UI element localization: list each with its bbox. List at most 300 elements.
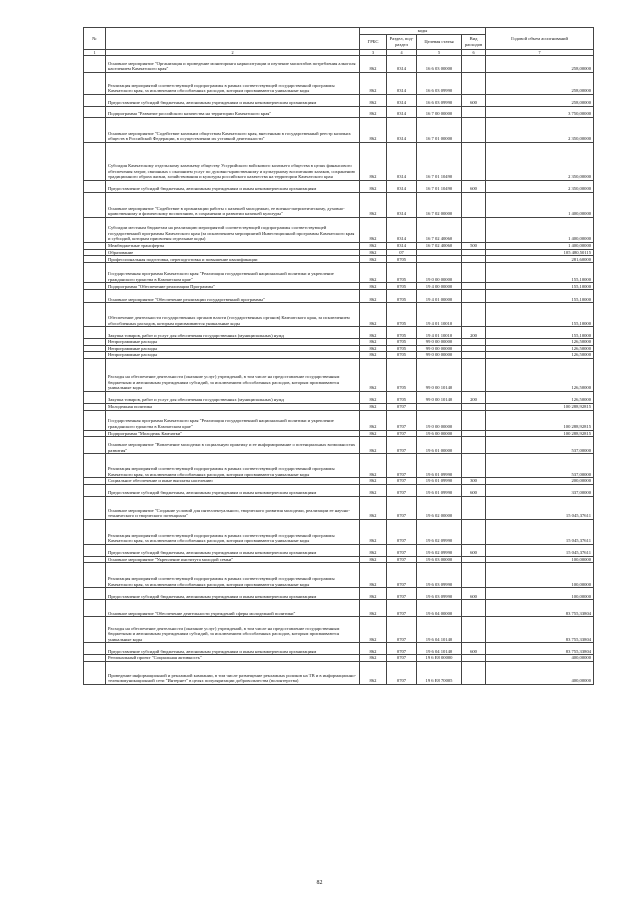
row-number-cell xyxy=(84,478,106,485)
row-vr-cell xyxy=(462,118,486,143)
row-name-cell: Реализация мероприятий соответствующей подпрограммы в рамках соответствующей государственной программы Камчатского края, за исключением обособленных расходов, которым присваиваются уникальные коды xyxy=(106,73,360,95)
row-sum-cell: 1 400,00000 xyxy=(486,218,594,243)
row-rz-cell: 0707 xyxy=(387,617,417,643)
row-rz-cell: 0707 xyxy=(387,430,417,437)
table-row xyxy=(84,358,594,391)
row-number-cell xyxy=(84,655,106,662)
row-name-cell: Профессиональная подготовка, переподготовка и повышение квалификации xyxy=(106,256,360,263)
row-number-cell xyxy=(84,391,106,403)
row-cs-cell xyxy=(417,403,462,410)
row-number-cell xyxy=(84,588,106,600)
row-cs-cell: 19 6 01 00000 xyxy=(417,437,462,454)
row-vr-cell xyxy=(462,73,486,95)
row-number-cell xyxy=(84,403,106,410)
table-row xyxy=(84,655,594,662)
row-grbs-cell: 862 xyxy=(360,256,387,263)
row-grbs-cell: 862 xyxy=(360,410,387,430)
row-grbs-cell: 862 xyxy=(360,95,387,107)
row-vr-cell xyxy=(462,358,486,391)
table-row xyxy=(84,73,594,95)
table-row xyxy=(84,107,594,118)
row-number-cell xyxy=(84,327,106,339)
row-number-cell xyxy=(84,283,106,290)
row-vr-cell: 300 xyxy=(462,478,486,485)
row-grbs-cell: 862 xyxy=(360,290,387,303)
header-name xyxy=(106,28,360,50)
row-sum-cell: 258,00000 xyxy=(486,56,594,73)
row-rz-cell: 0707 xyxy=(387,496,417,519)
row-number-cell xyxy=(84,243,106,250)
row-name-cell: Обеспечение деятельности государственных органов власти (государственных органов) Камчатского края, за исключением обособленных расходов, которым присваиваются уникальные коды xyxy=(106,303,360,327)
row-sum-cell: 200,00000 xyxy=(486,478,594,485)
header-celevaya: Целевая статья xyxy=(417,35,462,50)
row-cs-cell xyxy=(417,256,462,263)
row-grbs-cell: 862 xyxy=(360,283,387,290)
row-grbs-cell: 862 xyxy=(360,643,387,655)
row-sum-cell: 126,50000 xyxy=(486,339,594,346)
row-rz-cell: 0314 xyxy=(387,218,417,243)
row-vr-cell xyxy=(462,430,486,437)
row-vr-cell: 500 xyxy=(462,243,486,250)
row-cs-cell: 19 6 04 10140 xyxy=(417,617,462,643)
row-sum-cell: 126,50000 xyxy=(486,352,594,359)
row-name-cell: Непрограммные расходы xyxy=(106,352,360,359)
row-sum-cell: 155,10000 xyxy=(486,290,594,303)
row-grbs-cell: 862 xyxy=(360,107,387,118)
row-cs-cell: 99 0 00 00000 xyxy=(417,339,462,346)
row-rz-cell: 0707 xyxy=(387,519,417,544)
row-number-cell xyxy=(84,107,106,118)
col-num-1: 1 xyxy=(84,50,106,56)
row-grbs-cell: 862 xyxy=(360,655,387,662)
row-name-cell: Образование xyxy=(106,249,360,256)
row-name-cell: Реализация мероприятий соответствующей подпрограммы в рамках соответствующей государственной программы Камчатского края, за исключением обособленных расходов, которым присваиваются уникальные коды xyxy=(106,519,360,544)
header-codes: коды xyxy=(360,28,486,35)
row-cs-cell: 99 0 00 10140 xyxy=(417,358,462,391)
row-cs-cell: 16 7 01 10490 xyxy=(417,143,462,181)
row-rz-cell: 0705 xyxy=(387,303,417,327)
row-sum-cell: 100,00000 xyxy=(486,563,594,588)
table-row xyxy=(84,643,594,655)
row-cs-cell: 16 7 01 10490 xyxy=(417,181,462,193)
row-sum-cell: 100,00000 xyxy=(486,556,594,563)
row-name-cell: Региональный проект "Социальная активность" xyxy=(106,655,360,662)
row-number-cell xyxy=(84,303,106,327)
row-vr-cell: 600 xyxy=(462,544,486,556)
row-rz-cell: 0707 xyxy=(387,410,417,430)
table-body xyxy=(84,56,594,685)
row-name-cell: Основное мероприятие "Вовлечение молодежи в социальную практику и ее информирование о потенциальных возможностях развития" xyxy=(106,437,360,454)
row-sum-cell: 83 755,33804 xyxy=(486,600,594,617)
row-vr-cell xyxy=(462,352,486,359)
row-number-cell xyxy=(84,339,106,346)
row-name-cell: Предоставление субсидий бюджетным, автономным учреждениям и иным некоммерческим организациям xyxy=(106,588,360,600)
table-row xyxy=(84,454,594,478)
row-number-cell xyxy=(84,256,106,263)
row-name-cell: Основное мероприятие "Обеспечение реализации государственной программы" xyxy=(106,290,360,303)
row-grbs-cell: 862 xyxy=(360,478,387,485)
row-name-cell: Подпрограмма "Развитие российского казачества на территории Камчатского края" xyxy=(106,107,360,118)
row-sum-cell: 126,50000 xyxy=(486,358,594,391)
row-rz-cell: 0707 xyxy=(387,600,417,617)
table-row xyxy=(84,339,594,346)
row-sum-cell: 337,00000 xyxy=(486,484,594,496)
row-vr-cell xyxy=(462,283,486,290)
row-number-cell xyxy=(84,600,106,617)
row-sum-cell: 1 400,00000 xyxy=(486,193,594,218)
row-vr-cell xyxy=(462,107,486,118)
row-name-cell: Расходы на обеспечение деятельности (оказание услуг) учреждений, в том числе на предоставление государственным бюджетным и автономным учреждениям субсидий, за исключением обособленных расходов, которым присваиваются уникальные коды xyxy=(106,617,360,643)
row-vr-cell xyxy=(462,556,486,563)
row-grbs-cell: 862 xyxy=(360,617,387,643)
row-name-cell: Предоставление субсидий бюджетным, автономным учреждениям и иным некоммерческим организациям xyxy=(106,643,360,655)
row-sum-cell: 105 480,50115 xyxy=(486,249,594,256)
row-number-cell xyxy=(84,661,106,684)
row-number-cell xyxy=(84,193,106,218)
table-row xyxy=(84,118,594,143)
row-grbs-cell: 862 xyxy=(360,327,387,339)
row-name-cell: Основное мероприятие "Обеспечение деятельности учреждений сферы молодежной политики" xyxy=(106,600,360,617)
table-row xyxy=(84,352,594,359)
row-rz-cell: 0707 xyxy=(387,437,417,454)
row-grbs-cell: 862 xyxy=(360,73,387,95)
row-rz-cell: 0314 xyxy=(387,107,417,118)
budget-table xyxy=(83,27,594,685)
row-cs-cell: 19 6 02 00000 xyxy=(417,496,462,519)
table-row xyxy=(84,218,594,243)
col-num-4: 4 xyxy=(387,50,417,56)
row-rz-cell: 0314 xyxy=(387,143,417,181)
row-number-cell xyxy=(84,519,106,544)
row-grbs-cell: 862 xyxy=(360,339,387,346)
row-cs-cell: 19 0 00 00000 xyxy=(417,263,462,283)
row-name-cell: Подпрограмма "Обеспечение реализации Программы" xyxy=(106,283,360,290)
table-row xyxy=(84,617,594,643)
row-name-cell: Реализация мероприятий соответствующей подпрограммы в рамках соответствующей государственной программы Камчатского края, за исключением обособленных расходов, которым присваиваются уникальные коды xyxy=(106,454,360,478)
row-name-cell: Основное мероприятие "Укрепление института молодой семьи" xyxy=(106,556,360,563)
row-rz-cell: 0314 xyxy=(387,181,417,193)
row-name-cell: Основное мероприятие "Содействие казачьим обществам Камчатского края, внесенным в государственный реестр казачьих обществ в Российской Федерации, в осуществлении их уставной деятельности" xyxy=(106,118,360,143)
row-cs-cell: 19 6 04 10140 xyxy=(417,643,462,655)
row-vr-cell: 600 xyxy=(462,484,486,496)
row-cs-cell: 16 7 02 00000 xyxy=(417,193,462,218)
row-name-cell: Межбюджетные трансферты xyxy=(106,243,360,250)
row-vr-cell xyxy=(462,263,486,283)
row-name-cell: Подпрограмма "Молодежь Камчатки" xyxy=(106,430,360,437)
row-rz-cell: 0707 xyxy=(387,484,417,496)
row-cs-cell: 19 6 03 00000 xyxy=(417,556,462,563)
row-grbs-cell: 862 xyxy=(360,437,387,454)
row-rz-cell: 0705 xyxy=(387,339,417,346)
row-sum-cell: 83 755,33804 xyxy=(486,617,594,643)
row-grbs-cell: 862 xyxy=(360,519,387,544)
row-cs-cell: 19 6 01 09990 xyxy=(417,454,462,478)
table-row xyxy=(84,403,594,410)
table-row xyxy=(84,290,594,303)
table-row xyxy=(84,283,594,290)
col-num-7: 7 xyxy=(486,50,594,56)
row-rz-cell: 0314 xyxy=(387,56,417,73)
table-row xyxy=(84,327,594,339)
row-cs-cell: 16 6 03 09990 xyxy=(417,95,462,107)
col-num-2: 2 xyxy=(106,50,360,56)
row-sum-cell: 2 350,00000 xyxy=(486,143,594,181)
row-cs-cell: 16 7 02 40060 xyxy=(417,243,462,250)
row-rz-cell: 0705 xyxy=(387,345,417,352)
table-row xyxy=(84,391,594,403)
row-rz-cell: 07 xyxy=(387,249,417,256)
row-name-cell: Основное мероприятие "Организация и проведение мониторинга наркоситуации и изучение масштабов потребления алкоголя населением Камчатского края" xyxy=(106,56,360,73)
row-cs-cell: 16 7 01 00000 xyxy=(417,118,462,143)
row-name-cell: Закупка товаров, работ и услуг для обеспечения государственных (муниципальных) нужд xyxy=(106,327,360,339)
row-grbs-cell: 862 xyxy=(360,56,387,73)
row-sum-cell: 2 350,00000 xyxy=(486,181,594,193)
col-num-3: 3 xyxy=(360,50,387,56)
row-number-cell xyxy=(84,484,106,496)
row-sum-cell: 155,10000 xyxy=(486,263,594,283)
row-sum-cell: 15 045,37611 xyxy=(486,519,594,544)
row-grbs-cell: 862 xyxy=(360,243,387,250)
row-rz-cell: 0705 xyxy=(387,358,417,391)
row-name-cell: Предоставление субсидий бюджетным, автономным учреждениям и иным некоммерческим организациям xyxy=(106,95,360,107)
row-grbs-cell: 862 xyxy=(360,563,387,588)
row-sum-cell: 3 750,00000 xyxy=(486,107,594,118)
col-num-6: 6 xyxy=(462,50,486,56)
table-row xyxy=(84,95,594,107)
row-vr-cell xyxy=(462,661,486,684)
row-grbs-cell: 862 xyxy=(360,430,387,437)
row-rz-cell: 0707 xyxy=(387,655,417,662)
row-vr-cell xyxy=(462,290,486,303)
row-vr-cell xyxy=(462,339,486,346)
row-vr-cell xyxy=(462,437,486,454)
row-number-cell xyxy=(84,352,106,359)
table-row xyxy=(84,661,594,684)
row-grbs-cell: 862 xyxy=(360,118,387,143)
header-num: № xyxy=(84,28,106,50)
row-sum-cell: 100 288,92815 xyxy=(486,403,594,410)
table-row xyxy=(84,345,594,352)
row-number-cell xyxy=(84,118,106,143)
row-number-cell xyxy=(84,249,106,256)
row-grbs-cell: 862 xyxy=(360,484,387,496)
row-name-cell: Субсидия Камчатскому отдельскому казачьему обществу Уссурийского войскового казачьего общества в целях финансового обеспечения затрат, связанных с оказанием услуг по духовно-нравственному и культурному воспитанию казаков, сохранению традиционного образа жизни, хозяйствования и культуры российского казачества на территории Камчатского края xyxy=(106,143,360,181)
row-cs-cell: 19 4 01 10010 xyxy=(417,303,462,327)
row-name-cell: Непрограммные расходы xyxy=(106,345,360,352)
row-cs-cell: 19 6 02 09990 xyxy=(417,544,462,556)
table-row xyxy=(84,478,594,485)
row-rz-cell: 0707 xyxy=(387,544,417,556)
row-sum-cell: 15 045,37611 xyxy=(486,496,594,519)
row-name-cell: Проведение информационной и рекламной кампании, в том числе размещение рекламных роликов на ТВ и в информационно-телекоммуникационной сети "Интернет" в целях популяризации добровольчества (волонтерства) xyxy=(106,661,360,684)
table-row xyxy=(84,410,594,430)
row-name-cell: Социальное обеспечение и иные выплаты населению xyxy=(106,478,360,485)
row-vr-cell xyxy=(462,218,486,243)
row-number-cell xyxy=(84,73,106,95)
row-sum-cell: 100 288,92815 xyxy=(486,430,594,437)
row-cs-cell: 16 6 03 00000 xyxy=(417,56,462,73)
row-number-cell xyxy=(84,263,106,283)
row-number-cell xyxy=(84,454,106,478)
row-grbs-cell: 862 xyxy=(360,249,387,256)
row-rz-cell: 0314 xyxy=(387,118,417,143)
row-sum-cell: 126,50000 xyxy=(486,345,594,352)
row-rz-cell: 0707 xyxy=(387,563,417,588)
table-row xyxy=(84,556,594,563)
row-rz-cell: 0314 xyxy=(387,193,417,218)
row-grbs-cell: 862 xyxy=(360,544,387,556)
row-number-cell xyxy=(84,617,106,643)
row-cs-cell: 19 4 00 00000 xyxy=(417,283,462,290)
row-sum-cell: 155,10000 xyxy=(486,327,594,339)
row-number-cell xyxy=(84,563,106,588)
table-row xyxy=(84,243,594,250)
row-cs-cell: 99 0 00 10140 xyxy=(417,391,462,403)
row-rz-cell: 0314 xyxy=(387,243,417,250)
header-grbs: ГРБС xyxy=(360,35,387,50)
row-vr-cell xyxy=(462,519,486,544)
row-vr-cell: 600 xyxy=(462,95,486,107)
table-row xyxy=(84,303,594,327)
row-name-cell: Молодежная политика xyxy=(106,403,360,410)
header-amount: Годовой объем ассигнований xyxy=(486,28,594,50)
row-name-cell: Государственная программа Камчатского края "Реализация государственной национальной политики и укрепление гражданского единства в Камчатском крае" xyxy=(106,410,360,430)
row-cs-cell: 16 7 00 00000 xyxy=(417,107,462,118)
row-name-cell: Предоставление субсидий бюджетным, автономным учреждениям и иным некоммерческим организациям xyxy=(106,181,360,193)
row-cs-cell: 19 6 E8 00000 xyxy=(417,655,462,662)
row-rz-cell: 0707 xyxy=(387,588,417,600)
table-row xyxy=(84,56,594,73)
row-cs-cell: 19 4 01 10010 xyxy=(417,327,462,339)
row-name-cell: Непрограммные расходы xyxy=(106,339,360,346)
row-grbs-cell: 862 xyxy=(360,496,387,519)
row-cs-cell: 19 6 03 09990 xyxy=(417,563,462,588)
table-row xyxy=(84,193,594,218)
row-vr-cell xyxy=(462,143,486,181)
table-row xyxy=(84,263,594,283)
row-rz-cell: 0707 xyxy=(387,478,417,485)
row-vr-cell xyxy=(462,655,486,662)
row-sum-cell: 400,00000 xyxy=(486,655,594,662)
row-grbs-cell: 862 xyxy=(360,661,387,684)
row-cs-cell: 99 0 00 00000 xyxy=(417,345,462,352)
table-row xyxy=(84,181,594,193)
row-sum-cell: 537,00000 xyxy=(486,437,594,454)
row-cs-cell: 19 6 01 09990 xyxy=(417,484,462,496)
row-rz-cell: 0314 xyxy=(387,73,417,95)
row-vr-cell xyxy=(462,617,486,643)
row-sum-cell: 83 755,33804 xyxy=(486,643,594,655)
row-rz-cell: 0705 xyxy=(387,256,417,263)
row-number-cell xyxy=(84,437,106,454)
row-grbs-cell: 862 xyxy=(360,403,387,410)
row-sum-cell: 258,00000 xyxy=(486,73,594,95)
row-cs-cell: 19 4 01 00000 xyxy=(417,290,462,303)
row-vr-cell xyxy=(462,600,486,617)
table-row xyxy=(84,544,594,556)
row-vr-cell xyxy=(462,249,486,256)
row-sum-cell: 155,10000 xyxy=(486,283,594,290)
row-rz-cell: 0707 xyxy=(387,556,417,563)
row-cs-cell: 19 0 00 00000 xyxy=(417,410,462,430)
row-number-cell xyxy=(84,290,106,303)
page-number: 82 xyxy=(316,880,323,886)
row-rz-cell: 0705 xyxy=(387,283,417,290)
row-cs-cell: 19 6 02 09990 xyxy=(417,519,462,544)
row-grbs-cell: 862 xyxy=(360,391,387,403)
row-sum-cell: 155,10000 xyxy=(486,303,594,327)
row-vr-cell: 200 xyxy=(462,327,486,339)
row-sum-cell: 400,00000 xyxy=(486,661,594,684)
row-number-cell xyxy=(84,358,106,391)
row-rz-cell: 0707 xyxy=(387,454,417,478)
row-grbs-cell: 862 xyxy=(360,303,387,327)
row-rz-cell: 0314 xyxy=(387,95,417,107)
row-name-cell: Реализация мероприятий соответствующей подпрограммы в рамках соответствующей государственной программы Камчатского края, за исключением обособленных расходов, которым присваиваются уникальные коды xyxy=(106,563,360,588)
row-number-cell xyxy=(84,56,106,73)
row-grbs-cell: 862 xyxy=(360,263,387,283)
table-row xyxy=(84,563,594,588)
row-cs-cell: 19 6 01 09990 xyxy=(417,478,462,485)
row-name-cell: Расходы на обеспечение деятельности (оказание услуг) учреждений, в том числе на предоставление государственным бюджетным и автономным учреждениям субсидий, за исключением обособленных расходов, которым присваиваются уникальные коды xyxy=(106,358,360,391)
row-vr-cell: 600 xyxy=(462,181,486,193)
row-name-cell: Государственная программа Камчатского края "Реализация государственной национальной политики и укрепление гражданского единства в Камчатском крае" xyxy=(106,263,360,283)
row-number-cell xyxy=(84,181,106,193)
row-cs-cell: 19 6 04 00000 xyxy=(417,600,462,617)
row-sum-cell: 281,60000 xyxy=(486,256,594,263)
row-cs-cell xyxy=(417,249,462,256)
row-grbs-cell: 862 xyxy=(360,218,387,243)
table-row xyxy=(84,484,594,496)
row-vr-cell xyxy=(462,410,486,430)
row-cs-cell: 19 6 00 00000 xyxy=(417,430,462,437)
table-row xyxy=(84,600,594,617)
table-row xyxy=(84,437,594,454)
table-row xyxy=(84,249,594,256)
row-sum-cell: 1 400,00000 xyxy=(486,243,594,250)
row-rz-cell: 0705 xyxy=(387,263,417,283)
row-rz-cell: 0707 xyxy=(387,661,417,684)
row-vr-cell xyxy=(462,193,486,218)
row-cs-cell: 16 7 02 40060 xyxy=(417,218,462,243)
row-name-cell: Основное мероприятие "Содействие в организации работы с казачьей молодежью, ее военно-патриотическому, духовно-нравственному и физическому воспитанию, в сохранении и развитии казачьей культуры" xyxy=(106,193,360,218)
row-number-cell xyxy=(84,143,106,181)
row-name-cell: Закупка товаров, работ и услуг для обеспечения государственных (муниципальных) нужд xyxy=(106,391,360,403)
row-number-cell xyxy=(84,345,106,352)
row-number-cell xyxy=(84,556,106,563)
row-cs-cell: 19 6 03 09990 xyxy=(417,588,462,600)
col-num-5: 5 xyxy=(417,50,462,56)
row-grbs-cell: 862 xyxy=(360,588,387,600)
row-vr-cell xyxy=(462,454,486,478)
row-grbs-cell: 862 xyxy=(360,181,387,193)
row-grbs-cell: 862 xyxy=(360,143,387,181)
row-rz-cell: 0707 xyxy=(387,643,417,655)
table-row xyxy=(84,588,594,600)
row-vr-cell xyxy=(462,56,486,73)
row-vr-cell xyxy=(462,496,486,519)
row-vr-cell: 600 xyxy=(462,643,486,655)
row-vr-cell xyxy=(462,256,486,263)
row-grbs-cell: 862 xyxy=(360,193,387,218)
row-vr-cell: 200 xyxy=(462,391,486,403)
row-rz-cell: 0705 xyxy=(387,327,417,339)
row-number-cell xyxy=(84,643,106,655)
row-cs-cell: 16 6 03 09990 xyxy=(417,73,462,95)
row-grbs-cell: 862 xyxy=(360,600,387,617)
table-row xyxy=(84,143,594,181)
row-cs-cell: 19 6 E8 70005 xyxy=(417,661,462,684)
